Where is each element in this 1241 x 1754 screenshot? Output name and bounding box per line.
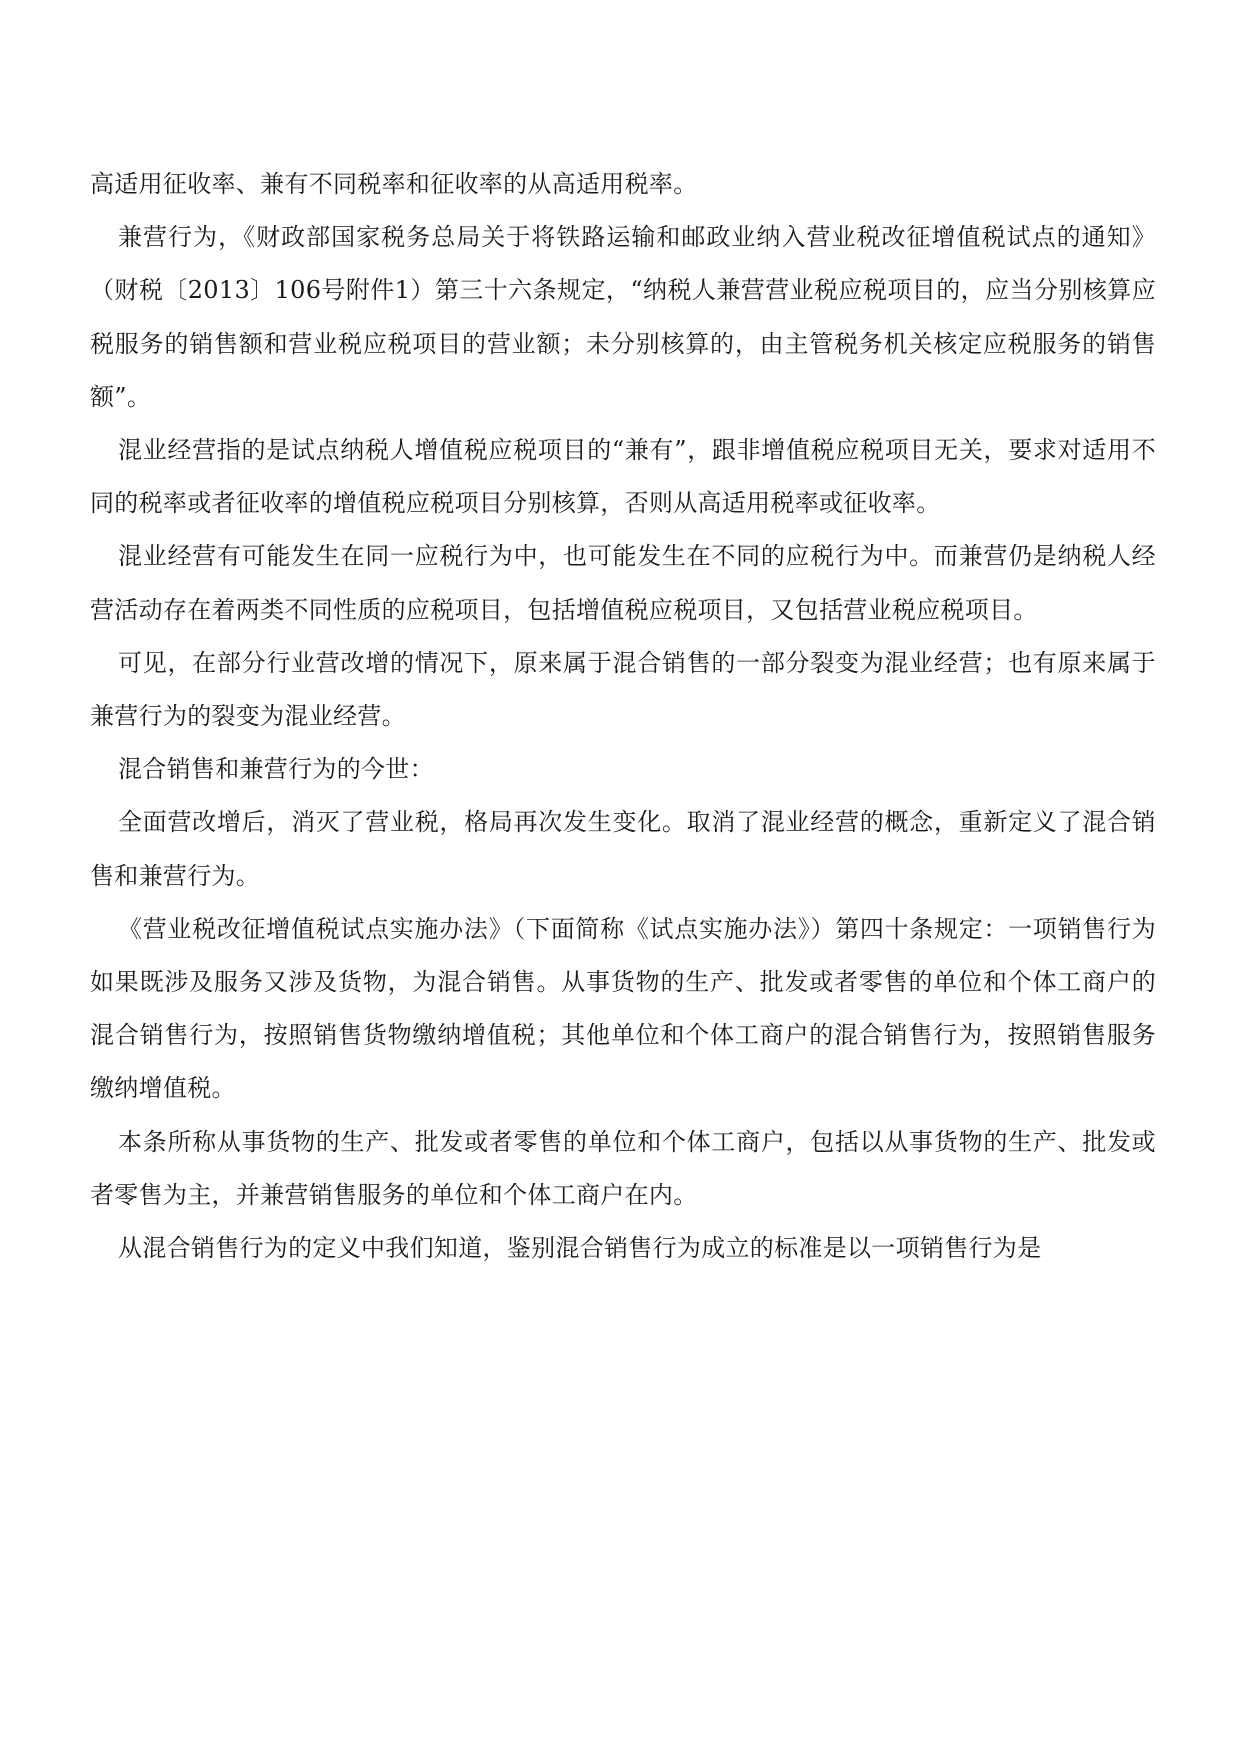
paragraph-mixed-operation-definition: 混业经营指的是试点纳税人增值税应税项目的“兼有”，跟非增值税应税项目无关，要求对适用不同的税率或者征收率的增值税应税项目分别核算，否则从高适用税率或征收率。 [90,436,1156,518]
paragraph-article-scope: 本条所称从事货物的生产、批发或者零售的单位和个体工商户，包括以从事货物的生产、批发或者零售为主，并兼营销售服务的单位和个体工商户在内。 [90,1127,1156,1209]
paragraph-article-forty: 《营业税改征增值税试点实施办法》（下面简称《试点实施办法》）第四十条规定：一项销售行为如果既涉及服务又涉及货物，为混合销售。从事货物的生产、批发或者零售的单位和个体工商户的混合销售行为，按照销售货物缴纳增值税；其他单位和个体工商户的混合销售行为，按照销售服务缴纳增值税。 [90,914,1156,1103]
paragraph-mixed-operation-scope: 混业经营有可能发生在同一应税行为中，也可能发生在不同的应税行为中。而兼营仍是纳税人经营活动存在着两类不同性质的应税项目，包括增值税应税项目，又包括营业税应税项目。 [90,542,1156,624]
paragraph-full-reform: 全面营改增后，消灭了营业税，格局再次发生变化。取消了混业经营的概念，重新定义了混合销售和兼营行为。 [90,808,1156,890]
paragraph-identification-standard: 从混合销售行为的定义中我们知道，鉴别混合销售行为成立的标准是以一项销售行为是 [118,1234,1042,1263]
paragraph-concurrent-operation: 兼营行为，《财政部国家税务总局关于将铁路运输和邮政业纳入营业税改征增值税试点的通知》（财税〔2013〕106号附件1）第三十六条规定，“纳税人兼营营业税应税项目的，应当分别核算应税服务的销售额和营业税应税项目的营业额；未分别核算的，由主管税务机关核定应税服务的销售额”。 [90,223,1156,411]
paragraph-section-heading: 混合销售和兼营行为的今世： [118,755,434,784]
paragraph-split-conclusion: 可见，在部分行业营改增的情况下，原来属于混合销售的一部分裂变为混业经营；也有原来属于兼营行为的裂变为混业经营。 [90,648,1156,731]
document-body [90,158,1156,1275]
paragraph-continuation: 高适用征收率、兼有不同税率和征收率的从高适用税率。 [90,170,698,198]
